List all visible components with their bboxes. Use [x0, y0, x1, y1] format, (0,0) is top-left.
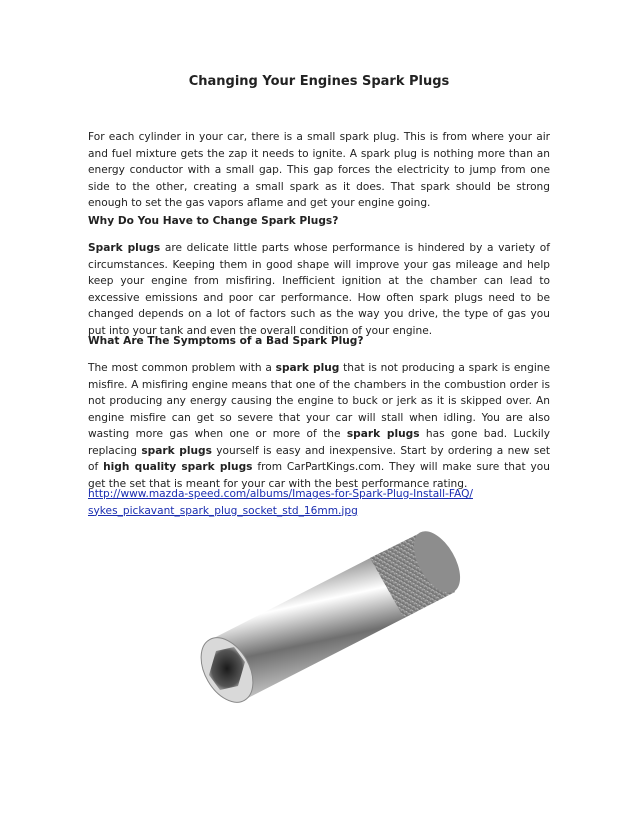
symptoms-text-4: yourself is easy and inexpensive. Start by ordering a new set of [88, 444, 551, 473]
why-text: are delicate little parts whose performance is hindered by a variety of circumstances. Keeping them in good shape will improve your gas mileage and help keep your engine from misfiring. Inefficient ignition at the chamber can lead to excessive emissions and poor car performance. How often spark plugs need to be changed depends on a lot of factors such as the way you drive, the type of gas you put into your tank and even the overall condition of your engine. [88, 242, 550, 337]
section-heading-why: Why Do You Have to Change Spark Plugs? [88, 215, 339, 227]
section-heading-symptoms: What Are The Symptoms of a Bad Spark Plug? [88, 335, 364, 347]
section-why [88, 213, 550, 230]
intro-paragraph [88, 129, 550, 212]
image-url-line-2[interactable]: sykes_pickavant_spark_plug_socket_std_16mm.jpg [88, 504, 358, 517]
bold-spark-plugs-3: spark plugs [141, 444, 212, 457]
bold-spark-plugs: Spark plugs [88, 242, 161, 254]
spark-plug-socket-image [170, 530, 470, 710]
symptoms-paragraph [88, 360, 550, 492]
section-symptoms-body [88, 360, 550, 492]
image-url-line-1[interactable]: http://www.mazda-speed.com/albums/Images-for-Spark-Plug-Install-FAQ/ [88, 488, 473, 500]
symptoms-text-2: that is not producing a spark is engine misfire. A misfiring engine means that one of the chambers in the combustion order is not producing any energy causing the engine to buck or jerk as it is skipped over. An engine misfire can get so severe that your car will stall when idling. You are also wasting more gas when one or more of the [88, 362, 551, 440]
why-paragraph [88, 240, 550, 339]
page-title: Changing Your Engines Spark Plugs [188, 74, 450, 89]
symptoms-text-1: The most common problem with a [88, 362, 276, 374]
bold-spark-plugs-2: spark plugs [346, 428, 420, 440]
symptoms-text-3: has gone bad. Luckily replacing [88, 428, 550, 457]
intro-text: For each cylinder in your car, there is a small spark plug. This is from where your air and fuel mixture gets the zap it needs to ignite. A spark plug is nothing more than an energy conductor with a small gap. This gap forces the electricity to jump from one side to the other, creating a small spark as it does. That spark should be strong enough to set the gas vapors aflame and get your engine going. [88, 131, 550, 209]
section-why-body [88, 240, 550, 339]
bold-high-quality: high quality spark plugs [103, 461, 253, 473]
bold-spark-plug: spark plug [275, 362, 340, 374]
image-link[interactable] [88, 486, 550, 519]
section-symptoms [88, 333, 550, 350]
symptoms-text-5: from CarPartKings.com. They will make sure that you get the set that is meant for your car with the best performance rating. [88, 461, 550, 490]
socket-illustration [170, 530, 470, 710]
